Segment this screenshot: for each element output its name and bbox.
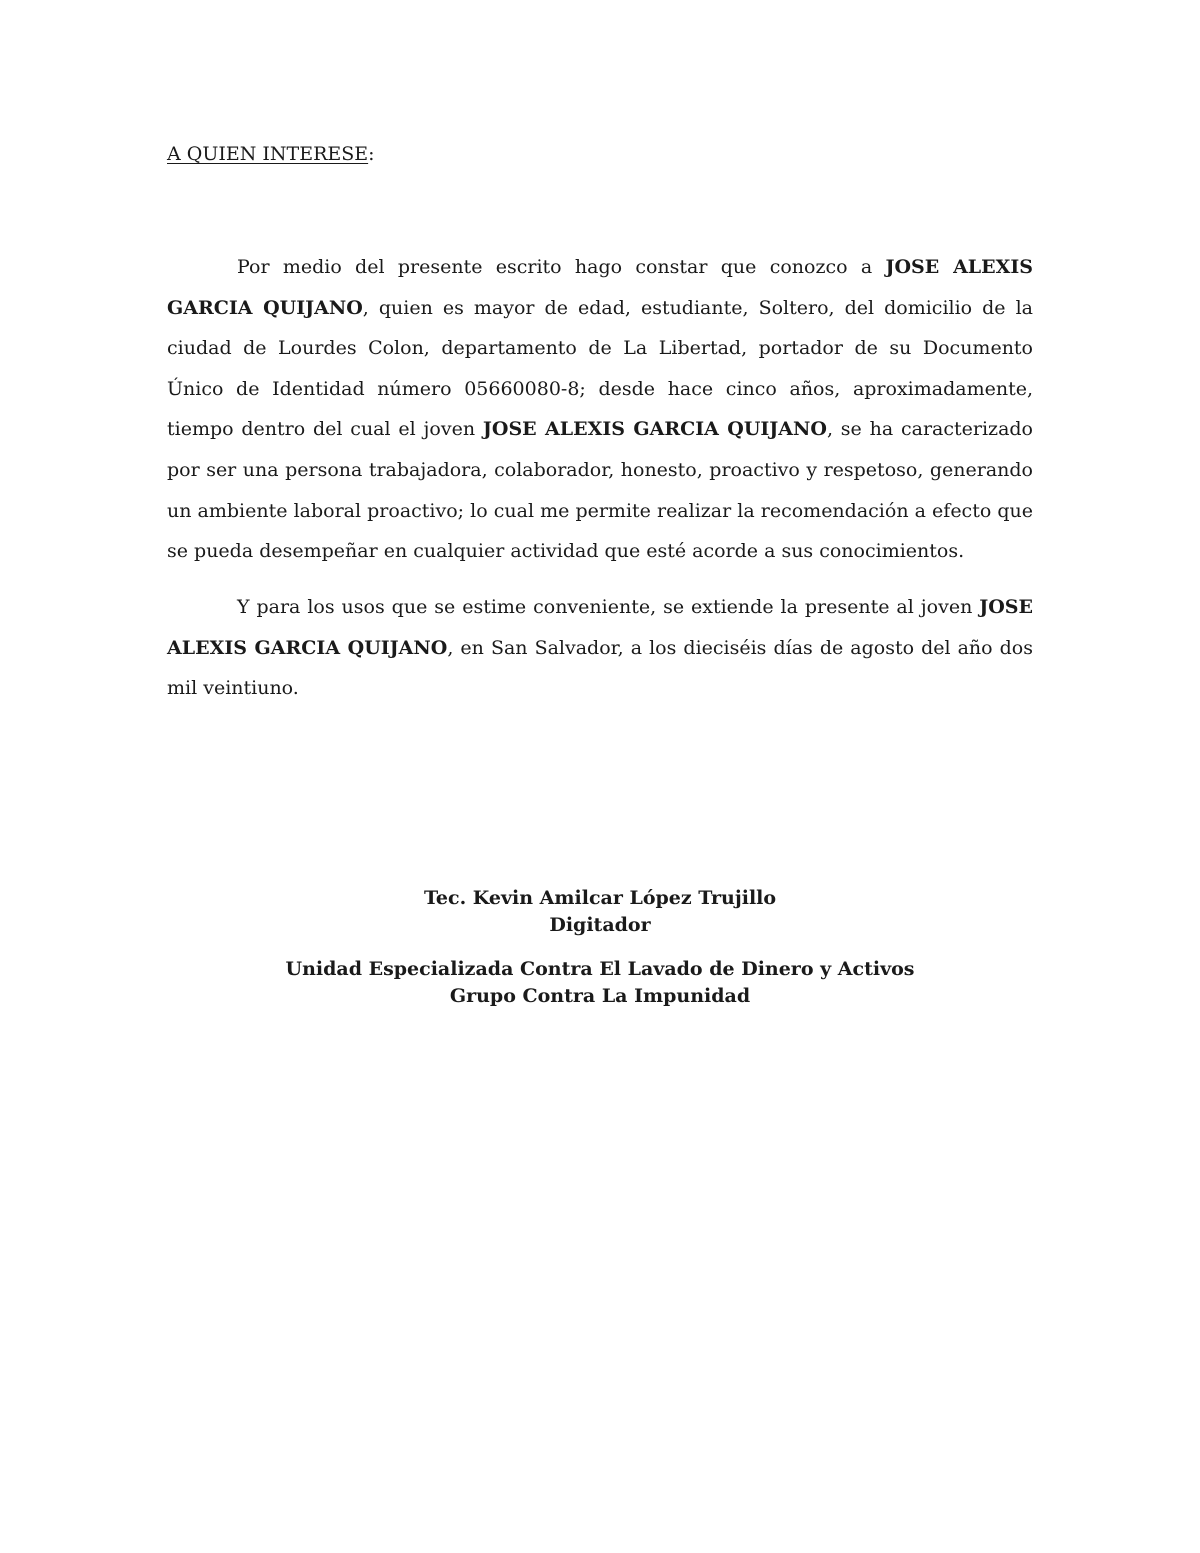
paragraph1-person-name-2: JOSE ALEXIS GARCIA QUIJANO [482, 418, 827, 441]
paragraph2-person-name: JOSE ALEXIS GARCIA QUIJANO [167, 596, 1033, 659]
salutation-text: A QUIEN INTERESE [167, 143, 369, 165]
paragraph1-person-name-1: JOSE ALEXIS GARCIA QUIJANO [167, 256, 1033, 319]
signature-name: Tec. Kevin Amilcar López Trujillo [423, 887, 777, 909]
paragraph2-text-1: Y para los usos que se estime conveniente, se extiende la presente al joven [237, 596, 980, 618]
paragraph-introduction [167, 247, 1033, 572]
paragraph1-text-3: , se ha caracterizado por ser una persona trabajadora, colaborador, honesto, proactivo y respetoso, generando un ambiente laboral proactivo; lo cual me permite realizar la recomendación a efecto que se pueda desempeñar en cualquier actividad que esté acorde a sus conocimientos. [167, 418, 1034, 563]
paragraph1-text-2: , quien es mayor de edad, estudiante, Soltero, del domicilio de la ciudad de Lourdes Colon, departamento de La Libertad, portador de su Documento Único de Identidad número 05660080-8; desde hace cinco años, aproximadamente, tiempo dentro del cual el joven [167, 296, 1033, 441]
paragraph-closing [167, 587, 1033, 709]
signature-unit: Unidad Especializada Contra El Lavado de Dinero y Activos [285, 958, 915, 980]
salutation [167, 140, 375, 168]
signature-group: Grupo Contra La Impunidad [449, 985, 751, 1007]
paragraph2-text-2: , en San Salvador, a los dieciséis días de agosto del año dos mil veintiuno. [167, 636, 1033, 700]
paragraph1-text-1: Por medio del presente escrito hago constar que conozco a [237, 256, 886, 278]
salutation-colon: : [368, 143, 375, 165]
signature-role: Digitador [549, 914, 651, 936]
